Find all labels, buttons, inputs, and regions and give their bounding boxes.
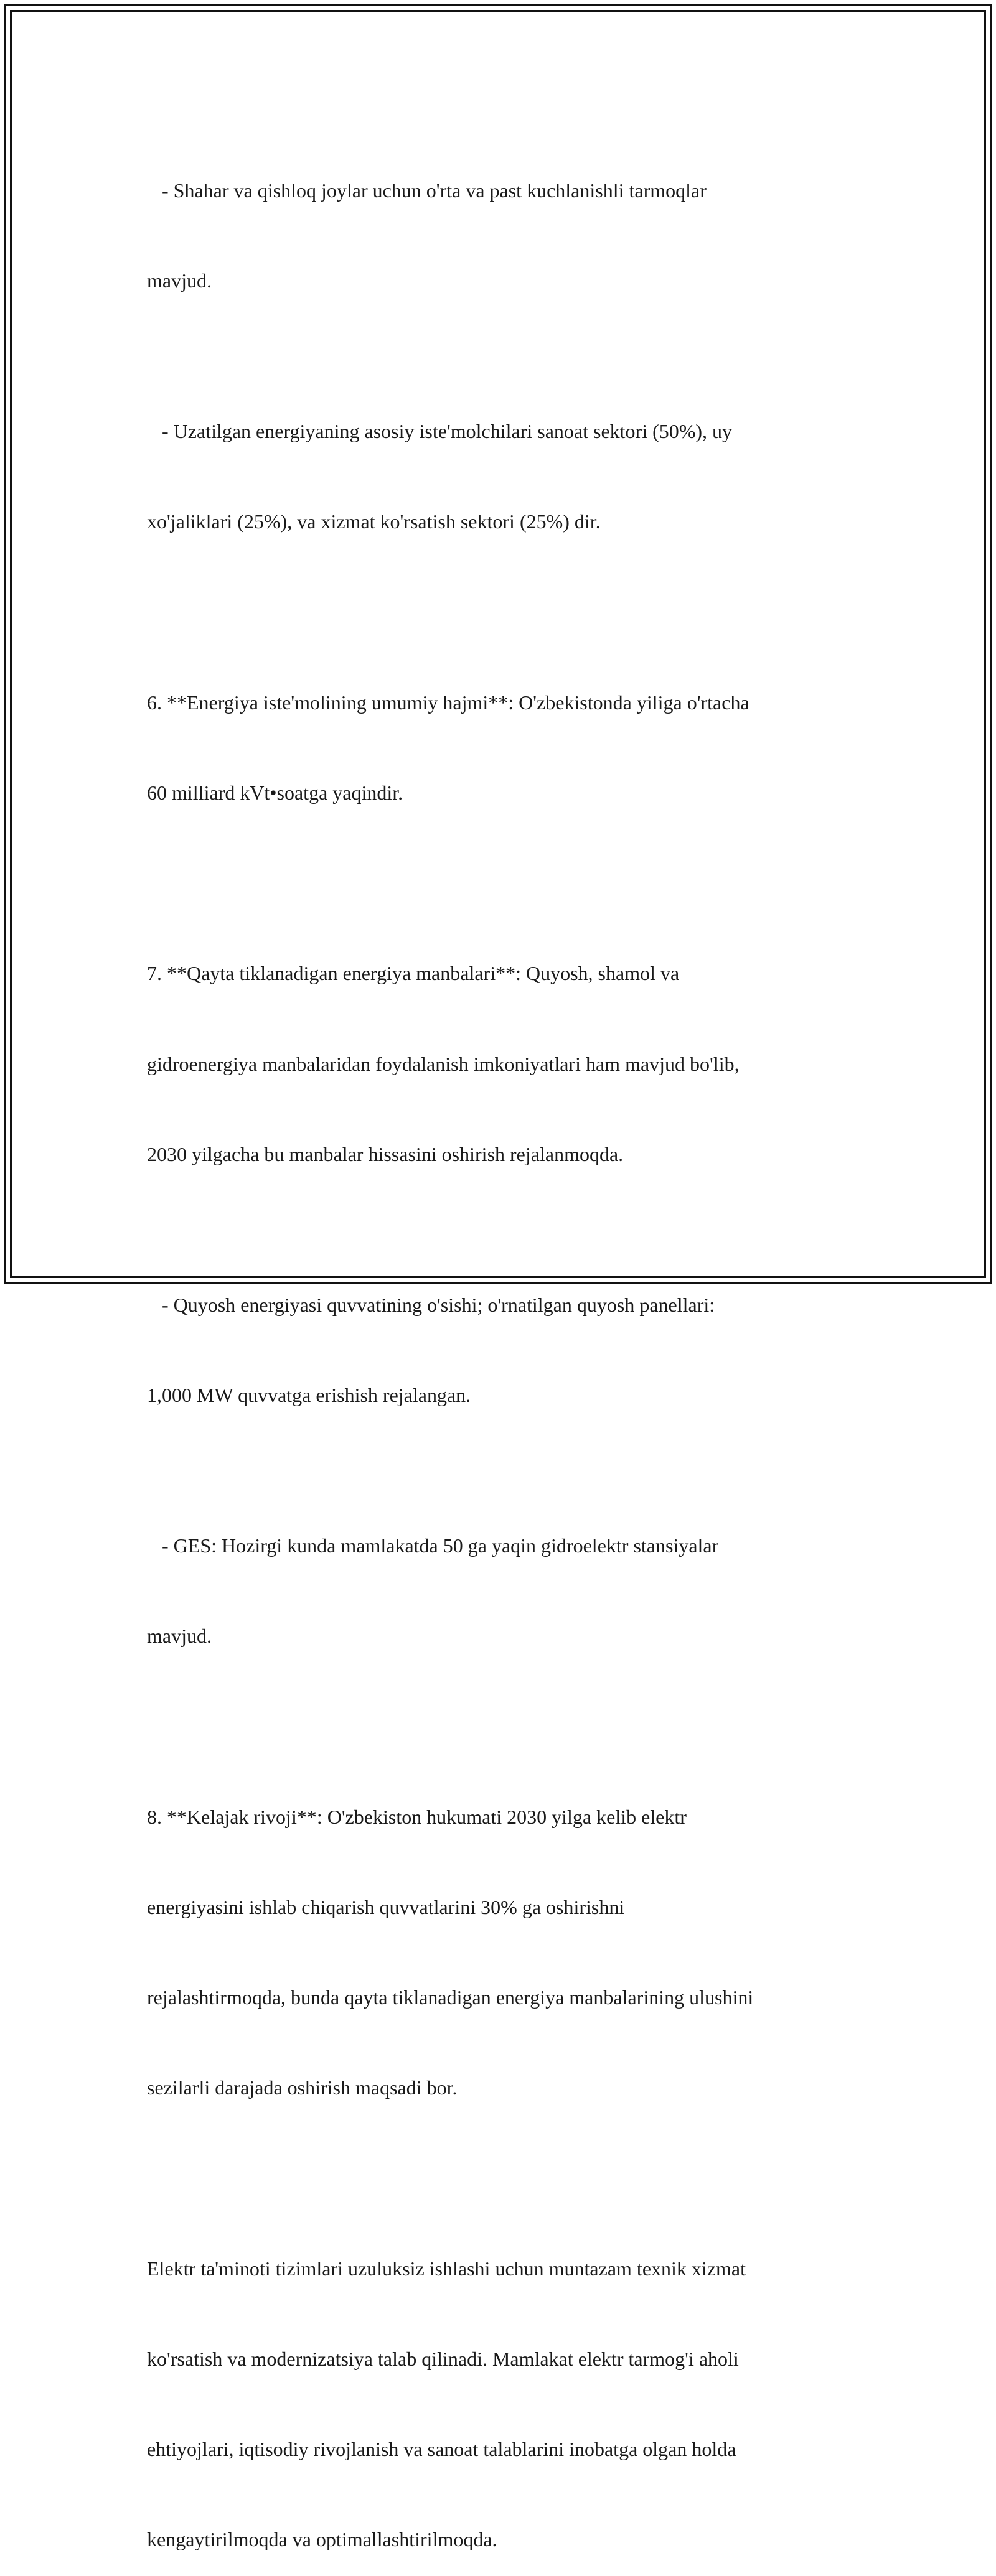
document-body xyxy=(147,115,844,2576)
text-line: - Shahar va qishloq joylar uchun o'rta va past kuchlanishli tarmoqlar xyxy=(147,179,707,202)
text-line: - Uzatilgan energiyaning asosiy iste'molchilari sanoat sektori (50%), uy xyxy=(147,420,733,443)
text-line: mavjud. xyxy=(147,269,212,292)
text-line: rejalashtirmoqda, bunda qayta tiklanadigan energiya manbalarining ulushini xyxy=(147,1986,754,2009)
text-line: xo'jaliklari (25%), va xizmat ko'rsatish sektori (25%) dir. xyxy=(147,510,601,533)
numbered-item-7 xyxy=(147,898,844,1230)
text-line: Elektr ta'minoti tizimlari uzuluksiz ishlashi uchun muntazam texnik xizmat xyxy=(147,2257,746,2280)
sub-bullet-uzatilgan xyxy=(147,356,844,597)
text-line: gidroenergiya manbalaridan foydalanish imkoniyatlari ham mavjud bo'lib, xyxy=(147,1052,740,1075)
text-line: ehtiyojlari, iqtisodiy rivojlanish va sanoat talablarini inobatga olgan holda xyxy=(147,2438,736,2461)
paragraph-spacer xyxy=(147,597,844,627)
sub-bullet-ges xyxy=(147,1470,844,1711)
text-line: ko'rsatish va modernizatsiya talab qilinadi. Mamlakat elektr tarmog'i aholi xyxy=(147,2348,739,2370)
sub-bullet-quyosh xyxy=(147,1230,844,1470)
text-line: 8. **Kelajak rivoji**: O'zbekiston hukumati 2030 yilga kelib elektr xyxy=(147,1805,687,1828)
numbered-item-8 xyxy=(147,1742,844,2163)
text-line: mavjud. xyxy=(147,1625,212,1648)
text-line: energiyasini ishlab chiqarish quvvatlarini 30% ga oshirishni xyxy=(147,1895,625,1918)
text-line: - GES: Hozirgi kunda mamlakatda 50 ga yaqin gidroelektr stansiyalar xyxy=(147,1534,719,1557)
text-line: 60 milliard kVt•soatga yaqindir. xyxy=(147,781,403,804)
numbered-item-6 xyxy=(147,627,844,868)
text-line: 1,000 MW quvvatga erishish rejalangan. xyxy=(147,1384,471,1407)
sub-bullet-shahar xyxy=(147,115,844,356)
paragraph-spacer xyxy=(147,868,844,898)
text-line: 2030 yilgacha bu manbalar hissasini oshirish rejalanmoqda. xyxy=(147,1142,624,1165)
text-line: 6. **Energiya iste'molining umumiy hajmi**: O'zbekistonda yiliga o'rtacha xyxy=(147,691,749,714)
conclusion-paragraph xyxy=(147,2193,844,2576)
text-line: sezilarli darajada oshirish maqsadi bor. xyxy=(147,2076,458,2099)
text-line: 7. **Qayta tiklanadigan energiya manbalari**: Quyosh, shamol va xyxy=(147,962,680,985)
paragraph-spacer xyxy=(147,1712,844,1742)
text-line: kengaytirilmoqda va optimallashtirilmoqda. xyxy=(147,2528,497,2551)
text-line: - Quyosh energiyasi quvvatining o'sishi; o'rnatilgan quyosh panellari: xyxy=(147,1293,715,1316)
paragraph-spacer xyxy=(147,2163,844,2193)
